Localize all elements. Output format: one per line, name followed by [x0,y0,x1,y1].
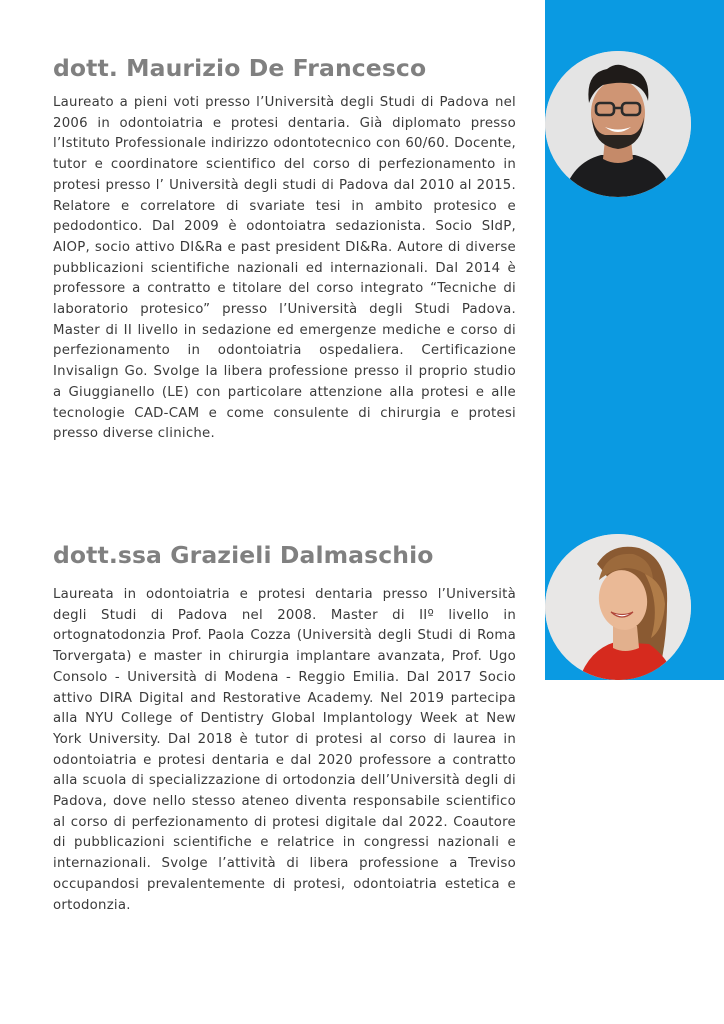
portrait-man-glasses-icon [545,51,691,197]
doctor-bio-paragraph: Laureata in odontoiatria e protesi dentaria presso l’Università degli Studi di Padova nel 2008. Master di IIº livello in ortognatodonzia Prof. Paola Cozza (Università degli Studi di Roma Torvergata) e master in chirurgia implantare avanzata, Prof. Ugo Consolo - Università di Modena - Reggio Emilia. Dal 2017 Socio attivo DIRA Digital and Restorative Academy. Nel 2019 partecipa alla NYU College of Dentistry Global Implantology Week at New York University. Dal 2018 è tutor di protesi al corso di laurea in odontoiatria e protesi dentaria e dal 2020 professore a contratto alla scuola di specializzazione di ortodonzia dell’Università degli di Padova, dove nello stesso ateneo diventa responsabile scientifico al corso di perfezionamento di protesi digitale dal 2022. Coautore di pubblicazioni scientifiche e relatrice in congressi nazionali e internazionali. Svolge l’attività di libera professione a Treviso occupandosi prevalentemente di protesi, odontoiatria estetica e ortodonzia. [53,587,516,913]
doctor-name-heading: dott.ssa Grazieli Dalmaschio [53,541,434,569]
portrait-woman-icon [545,534,691,680]
doctor-name-heading: dott. Maurizio De Francesco [53,54,427,82]
doctor-bio-paragraph: Laureato a pieni voti presso l’Università degli Studi di Padova nel 2006 in odontoiatria e protesi dentaria. Già diplomato presso l’Istituto Professionale indirizzo odontotecnico con 60/60. Docente, tutor e coordinatore scientifico del corso di perfezionamento in protesi presso l’ Università degli studi di Padova dal 2010 al 2015. Relatore e correlatore di svariate tesi in ambito protesico e pedodontico. Dal 2009 è odontoiatra sedazionista. Socio SIdP, AIOP, socio attivo DI&Ra e past president DI&Ra. Autore di diverse pubblicazioni scientifiche nazionali ed internazionali. Dal 2014 è professore a contratto e titolare del corso integrato “Tecniche di laboratorio protesico” presso l’Università degli Studi Padova. Master di II livello in sedazione ed emergenze mediche e corso di perfezionamento in odontoiatria ospedaliera. Certificazione Invisalign Go. Svolge la libera professione presso il proprio studio a Giuggianello (LE) con particolare attenzione alla protesi e alle tecnologie CAD-CAM e come consulente di chirurgia e protesi presso diverse cliniche. [53,95,516,442]
